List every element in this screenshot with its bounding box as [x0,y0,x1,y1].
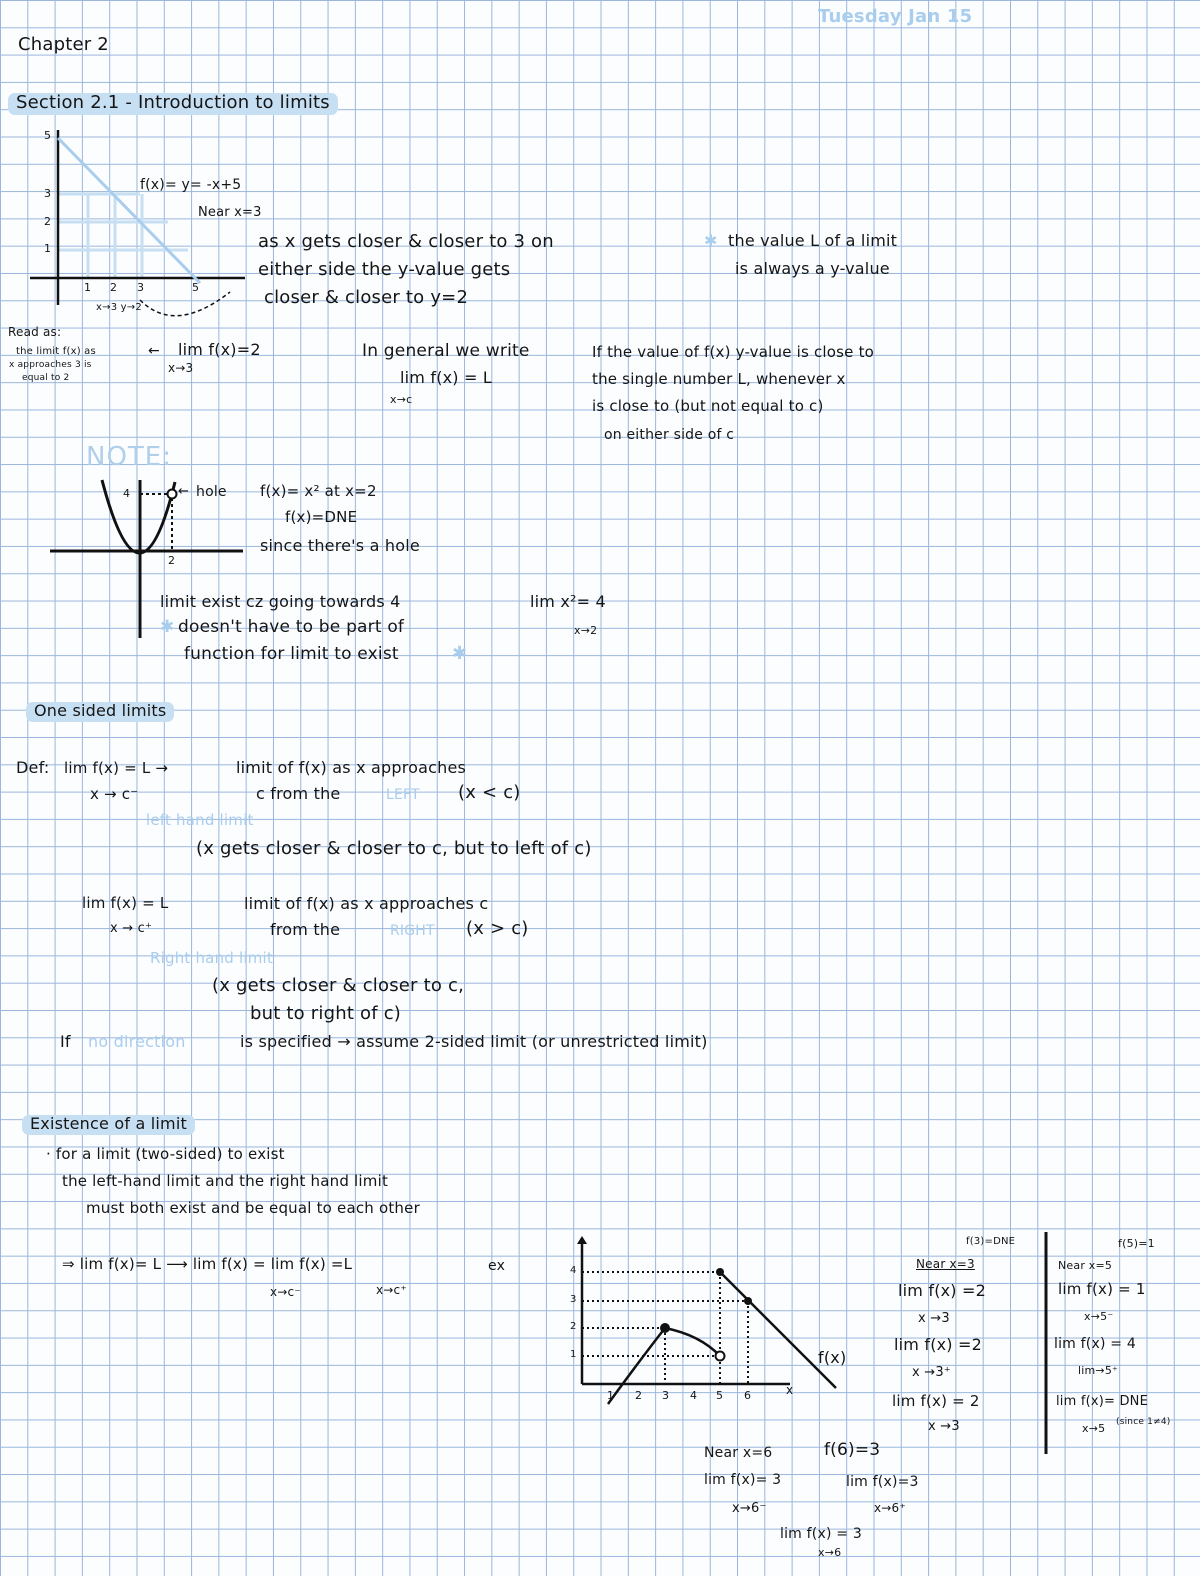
general-sub: x→c [390,393,413,406]
near5-l3-note: (since 1≠4) [1116,1417,1171,1427]
fn-label: f(x)= y= -x+5 [140,177,242,193]
left-desc-1: limit of f(x) as x approaches [236,758,467,777]
section-title: Section 2.1 - Introduction to limits [8,93,338,115]
pw-x-tick-3: 3 [662,1389,670,1402]
exist-line-1: limit exist cz going towards 4 [160,592,401,611]
hole-label: hole [196,484,227,500]
existence-line-2: the left-hand limit and the right hand limit [62,1172,389,1190]
left-desc-2b: LEFT [386,787,420,803]
left-desc-2a: c from the [256,784,341,803]
def-line-3: is close to (but not equal to c) [592,397,824,415]
hole-y-label: 4 [123,487,131,500]
exist-line-3: function for limit to exist [184,644,399,664]
pw-y-tick-2: 2 [570,1321,577,1332]
near5-header: f(5)=1 [1118,1237,1155,1250]
near3-l1: lim f(x) =2 [898,1281,987,1300]
closer-line-1: as x gets closer & closer to 3 on [258,231,554,252]
pw-x-label: x [786,1383,794,1397]
pw-x-tick-1: 1 [607,1389,615,1402]
near3-title: Near x=3 [916,1257,975,1271]
y-tick-5: 5 [44,129,52,142]
closer-line-2: either side the y-value gets [258,259,511,280]
x-tick-3: 3 [137,281,145,294]
graph-arrow-note: x→3 y→2 [96,302,142,313]
near5-l2: lim f(x) = 4 [1054,1336,1136,1352]
right-paren-1: (x gets closer & closer to c, [212,975,464,996]
near6-title: Near x=6 [704,1445,773,1461]
y-tick-2: 2 [44,215,52,228]
def-line-1: If the value of f(x) y-value is close to [592,343,875,361]
one-sided-title: One sided limits [26,702,174,722]
left-desc-2c: (x < c) [458,782,521,803]
arrow-left-icon: ← [148,343,160,359]
if-a: If [60,1032,71,1051]
near6-l3s: x→6 [818,1546,842,1559]
pw-x-tick-4: 4 [690,1389,698,1402]
near3-l3: lim f(x) = 2 [892,1392,980,1410]
x-tick-2: 2 [110,281,118,294]
pw-x-tick-5: 5 [716,1389,724,1402]
exist-line-2: doesn't have to be part of [178,617,405,637]
existence-line-1: · for a limit (two-sided) to exist [46,1145,285,1163]
note-fx-2: f(x)=DNE [285,508,358,526]
near3-l2s: x →3⁺ [912,1365,951,1380]
y-tick-3: 3 [44,187,52,200]
near6-l2: lim f(x)=3 [846,1474,919,1490]
read-as-body-2: x approaches 3 is [9,360,92,370]
near5-title: Near x=5 [1058,1259,1113,1272]
existence-sub-2: x→c⁺ [376,1283,407,1297]
near6-l3: lim f(x) = 3 [780,1526,862,1542]
near3-header: f(3)=DNE [966,1236,1016,1247]
near6-l1s: x→6⁻ [732,1501,767,1516]
hole-arrow-icon: ← [178,484,190,499]
note-fx-1: f(x)= x² at x=2 [260,482,377,500]
def-line-2: the single number L, whenever x [592,370,846,388]
near3-l2: lim f(x) =2 [894,1335,983,1354]
existence-implies: ⇒ lim f(x)= L ⟶ lim f(x) = lim f(x) =L [62,1255,353,1273]
right-sub: x → c⁺ [110,921,153,936]
near6-l2s: x→6⁺ [874,1501,906,1515]
general-expr: lim f(x) = L [400,368,493,387]
x-tick-5: 5 [192,281,200,294]
note-lim-expr: lim x²= 4 [530,592,606,611]
if-c: is specified → assume 2-sided limit (or unrestricted limit) [240,1032,708,1051]
pw-y-tick-4: 4 [570,1265,577,1276]
pw-x-tick-6: 6 [744,1389,752,1402]
near5-l3s: x→5 [1082,1422,1106,1435]
near5-l1s: x→5⁻ [1084,1310,1114,1323]
hole-x-label: 2 [168,554,176,567]
right-expr: lim f(x) = L [82,894,169,912]
near5-l3: lim f(x)= DNE [1056,1394,1149,1409]
note-label: NOTE: [86,442,172,472]
near6-val: f(6)=3 [824,1440,881,1460]
right-hand-name: Right hand limit [150,949,273,967]
lim-sub: x→3 [168,361,194,375]
near3-l1s: x →3 [918,1311,950,1326]
left-hand-name: left hand limit [146,811,254,829]
read-as-label: Read as: [8,325,62,339]
lim-expr: lim f(x)=2 [178,340,261,359]
left-sub: x → c⁻ [90,785,139,803]
left-paren: (x gets closer & closer to c, but to left of c) [196,838,592,859]
existence-ex: ex [488,1258,506,1274]
near6-l1: lim f(x)= 3 [704,1472,782,1488]
near-3-label: Near x=3 [198,205,262,220]
star-icon-2: ✱ [160,617,175,637]
closer-line-3: closer & closer to y=2 [264,287,469,308]
near3-l3s: x →3 [928,1419,960,1434]
pw-y-tick-1: 1 [570,1349,577,1360]
read-as-body-1: the limit f(x) as [16,346,96,357]
left-expr: lim f(x) = L → [64,759,169,777]
existence-line-3: must both exist and be equal to each other [86,1199,420,1217]
def-label: Def: [16,758,50,777]
pw-curve-label: f(x) [818,1348,847,1367]
general-label: In general we write [362,341,530,361]
read-as-body-3: equal to 2 [22,373,70,383]
date-heading: Tuesday Jan 15 [818,6,973,27]
near5-l2s: lim→5⁺ [1078,1364,1119,1377]
pw-x-tick-2: 2 [635,1389,643,1402]
star-icon: ✱ [704,231,718,250]
right-desc-2b: RIGHT [390,923,435,939]
chapter-title: Chapter 2 [18,34,109,55]
right-desc-2c: (x > c) [466,918,529,939]
existence-title: Existence of a limit [22,1115,195,1135]
existence-sub-1: x→c⁻ [270,1285,301,1299]
near5-l1: lim f(x) = 1 [1058,1280,1146,1298]
side-note-2: is always a y-value [735,259,890,278]
right-desc-1: limit of f(x) as x approaches c [244,894,489,913]
note-lim-sub: x→2 [574,624,598,637]
pw-y-tick-3: 3 [570,1294,577,1305]
right-paren-2: but to right of c) [250,1003,402,1024]
right-desc-2a: from the [270,920,341,939]
star-icon-3: ✱ [452,643,468,664]
y-tick-1: 1 [44,242,52,255]
side-note-1: the value L of a limit [728,231,898,250]
note-fx-3: since there's a hole [260,536,420,555]
def-line-4: on either side of c [604,427,735,443]
if-b: no direction [88,1032,186,1051]
x-tick-1: 1 [84,281,92,294]
